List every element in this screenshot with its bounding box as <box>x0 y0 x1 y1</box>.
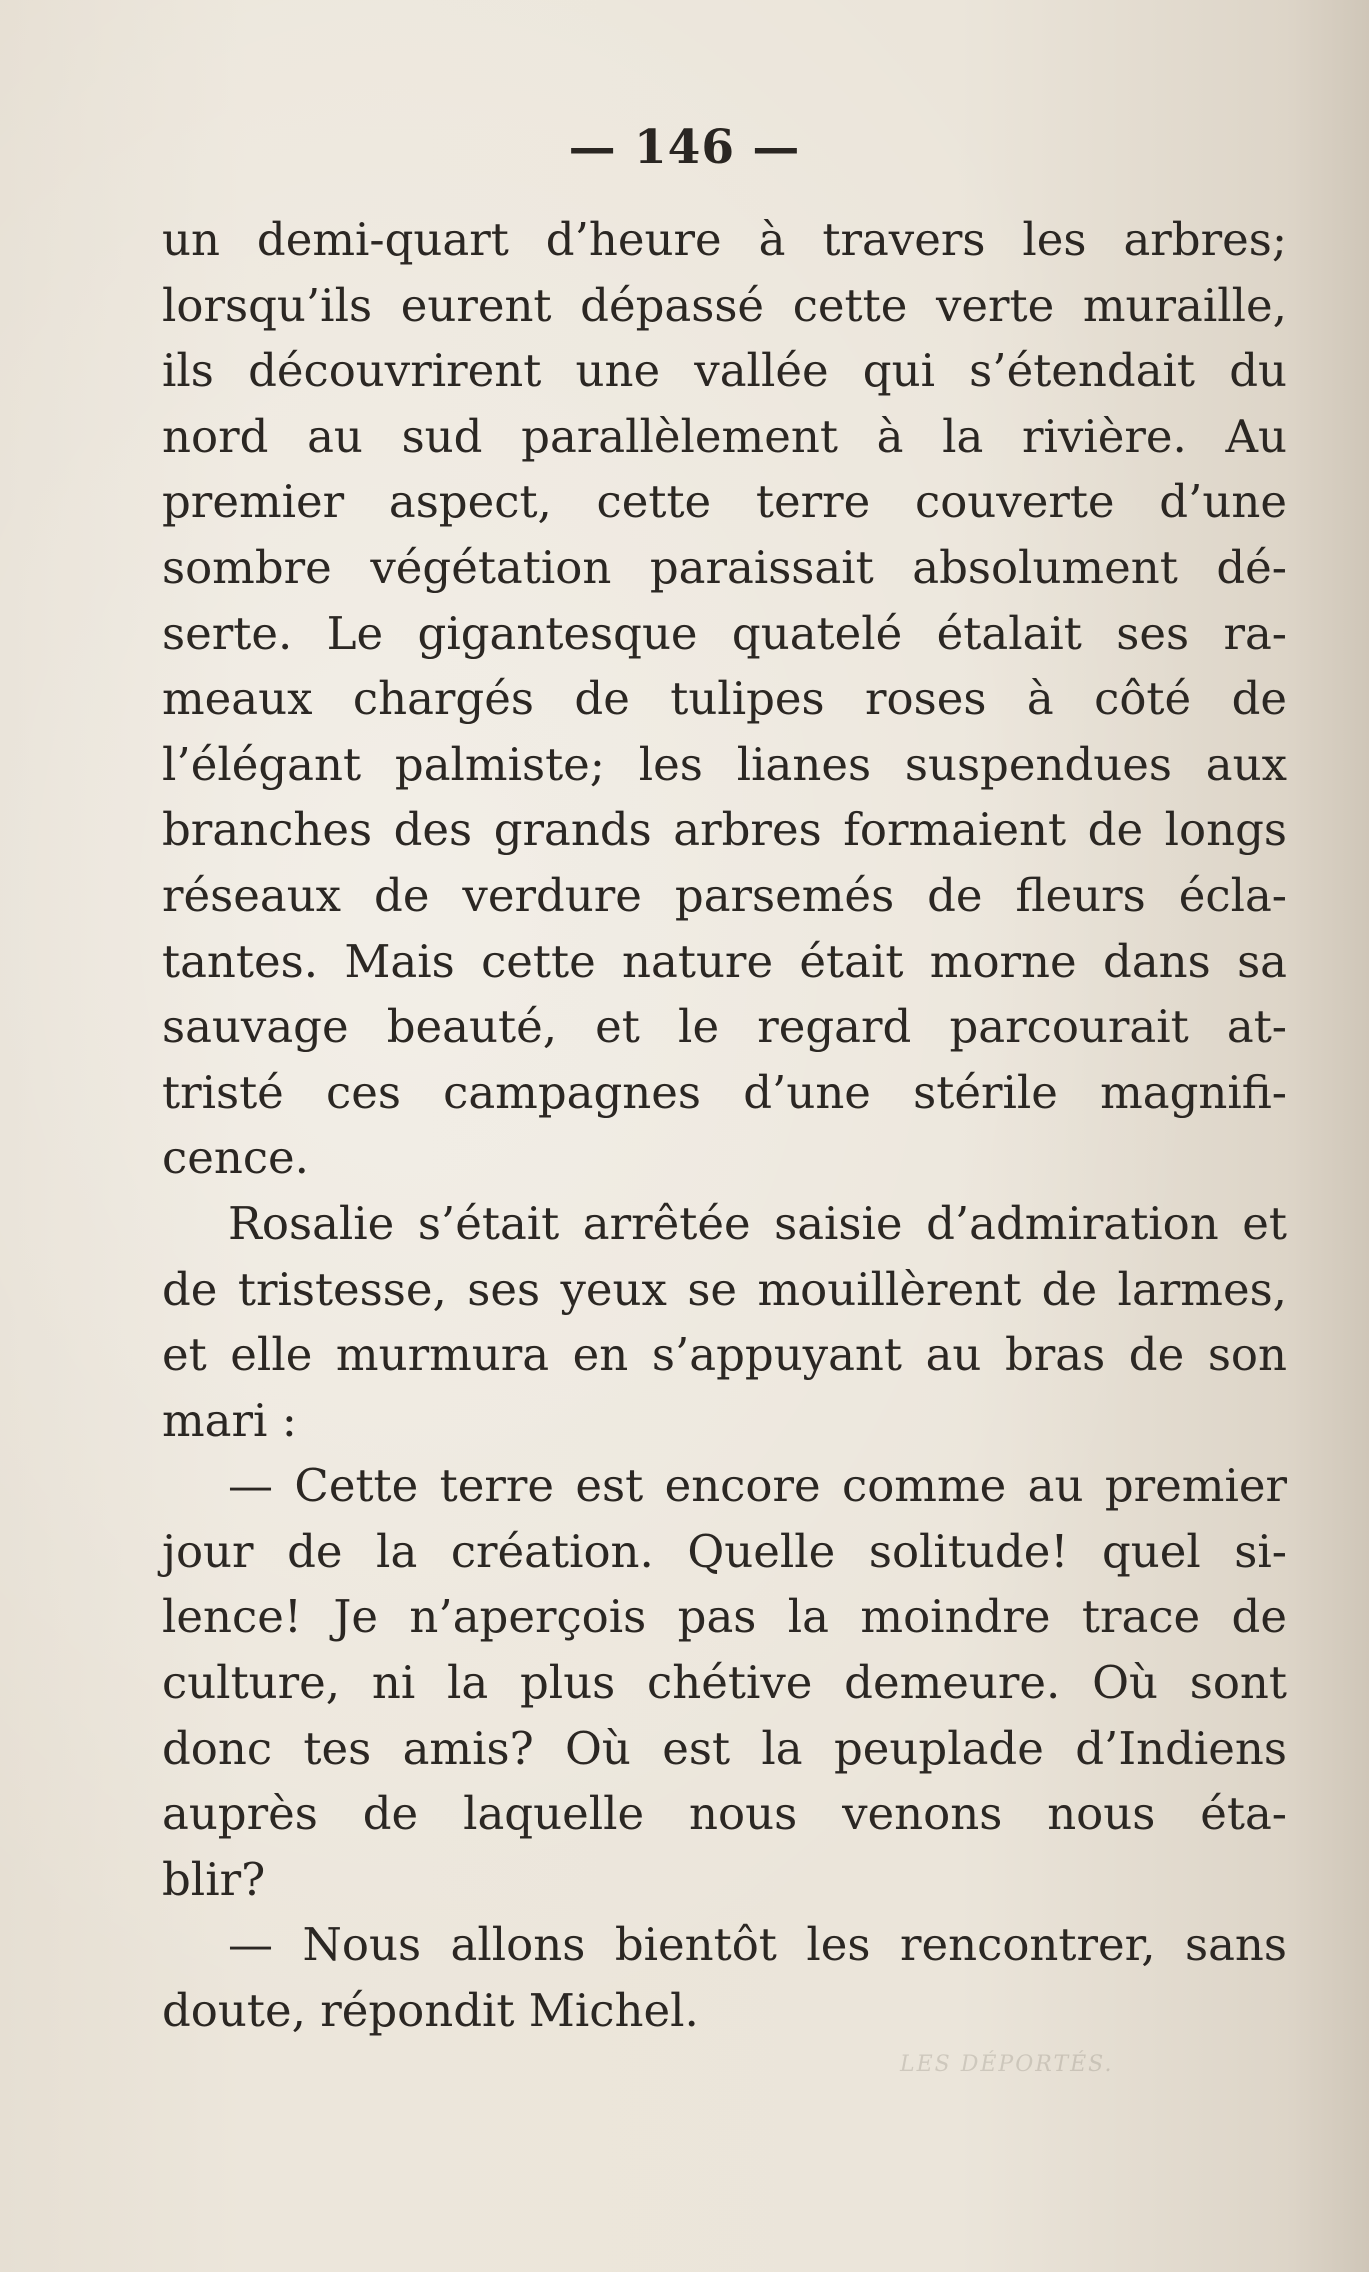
body-text <box>162 207 1287 2044</box>
text-line: lence! Je n’aperçois pas la moindre trace de <box>162 1590 1287 1644</box>
text-line: ils découvrirent une vallée qui s’étendait du <box>162 344 1287 398</box>
text-line: blir? <box>162 1852 266 1906</box>
text-line: sombre végétation paraissait absolument dé- <box>162 540 1287 594</box>
text-line: nord au sud parallèlement à la rivière. Au <box>162 409 1287 463</box>
text-line: doute, répondit Michel. <box>162 1984 699 2038</box>
text-line: meaux chargés de tulipes roses à côté de <box>162 672 1287 726</box>
text-line: réseaux de verdure parsemés de fleurs écla- <box>162 868 1287 922</box>
text-line: sauvage beauté, et le regard parcourait at- <box>162 1000 1287 1054</box>
text-line: lorsqu’ils eurent dépassé cette verte muraille, <box>162 278 1287 332</box>
text-line: l’élégant palmiste; les lianes suspendues aux <box>162 737 1287 791</box>
text-line: tristé ces campagnes d’une stérile magnifi- <box>162 1065 1287 1119</box>
text-line: auprès de laquelle nous venons nous éta- <box>162 1787 1287 1841</box>
text-line: — Nous allons bientôt les rencontrer, sans <box>228 1918 1287 1972</box>
text-line: donc tes amis? Où est la peuplade d’Indiens <box>162 1721 1287 1775</box>
text-line: Rosalie s’était arrêtée saisie d’admiration et <box>228 1196 1287 1250</box>
text-line: culture, ni la plus chétive demeure. Où sont <box>162 1656 1287 1710</box>
text-line: premier aspect, cette terre couverte d’une <box>162 475 1287 529</box>
bleed-through-footer: LES DÉPORTÉS. <box>900 2052 1114 2077</box>
text-line: un demi-quart d’heure à travers les arbres; <box>162 213 1287 266</box>
page-number: — 146 — <box>568 120 801 175</box>
text-line: de tristesse, ses yeux se mouillèrent de larmes, <box>162 1262 1287 1316</box>
text-line: serte. Le gigantesque quatelé étalait ses ra- <box>162 606 1287 660</box>
text-line: cence. <box>162 1131 309 1185</box>
text-line: mari : <box>162 1393 297 1447</box>
text-line: branches des grands arbres formaient de longs <box>162 803 1287 857</box>
text-line: jour de la création. Quelle solitude! quel si- <box>162 1524 1287 1578</box>
text-line: tantes. Mais cette nature était morne dans sa <box>162 934 1287 988</box>
text-line: et elle murmura en s’appuyant au bras de son <box>162 1328 1287 1382</box>
text-line: — Cette terre est encore comme au premier <box>228 1459 1287 1513</box>
